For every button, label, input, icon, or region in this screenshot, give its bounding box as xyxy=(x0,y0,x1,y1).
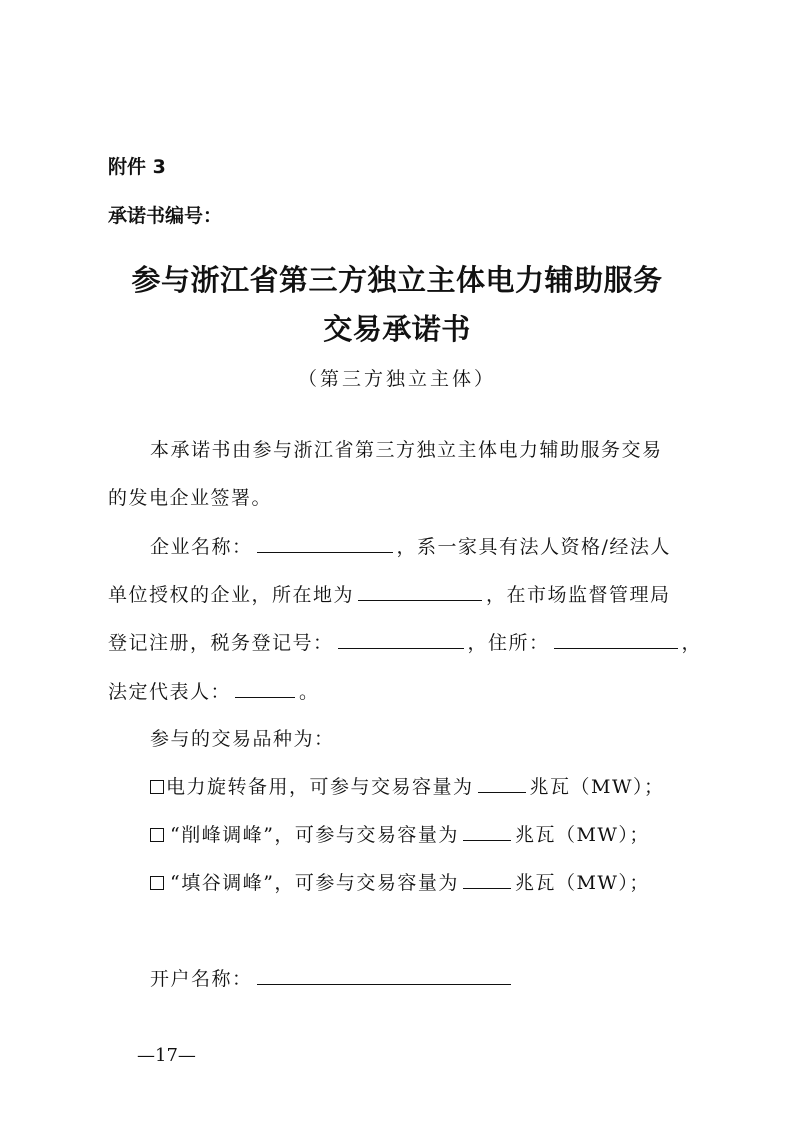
option-unit: 兆瓦（MW）； xyxy=(514,824,650,846)
address-label: ，住所： xyxy=(467,632,550,654)
location-label: 单位授权的企业，所在地为 xyxy=(108,584,355,606)
company-name-suffix: ，系一家具有法人资格/经法人 xyxy=(396,536,671,558)
capacity-blank[interactable] xyxy=(463,870,511,889)
legal-rep-label: 法定代表人： xyxy=(108,681,232,703)
company-name-blank[interactable] xyxy=(257,534,393,553)
page-number: —17— xyxy=(137,1045,196,1066)
capacity-blank[interactable] xyxy=(478,774,526,793)
option-label: 电力旋转备用，可参与交易容量为 xyxy=(166,776,474,798)
option-row-spinning-reserve xyxy=(150,772,665,799)
checkbox-valley-filling[interactable] xyxy=(150,876,164,890)
address-blank[interactable] xyxy=(554,630,678,649)
account-name-blank[interactable] xyxy=(257,966,511,985)
checkbox-spinning-reserve[interactable] xyxy=(150,780,164,794)
tax-number-label: 登记注册，税务登记号： xyxy=(108,632,334,654)
intro-text-line2: 的发电企业签署。 xyxy=(108,487,273,509)
location-blank[interactable] xyxy=(358,582,482,601)
intro-text-line1: 本承诺书由参与浙江省第三方独立主体电力辅助服务交易 xyxy=(150,439,663,461)
option-row-valley-filling xyxy=(150,868,650,895)
option-unit: 兆瓦（MW）； xyxy=(514,872,650,894)
legal-rep-end: 。 xyxy=(299,681,320,703)
company-name-label: 企业名称： xyxy=(150,536,253,558)
document-subtitle: （第三方独立主体） xyxy=(297,368,496,390)
registration-row-end: ， xyxy=(681,632,703,654)
location-suffix: ，在市场监督管理局 xyxy=(486,584,671,606)
option-label: “削峰调峰”，可参与交易容量为 xyxy=(170,824,459,846)
option-row-peak-shaving xyxy=(150,820,650,847)
account-name-label: 开户名称： xyxy=(150,968,253,990)
option-label: “填谷调峰”，可参与交易容量为 xyxy=(170,872,459,894)
option-unit: 兆瓦（MW）； xyxy=(529,776,665,798)
location-row xyxy=(108,580,671,607)
products-label: 参与的交易品种为： xyxy=(150,728,335,750)
tax-number-blank[interactable] xyxy=(338,630,464,649)
checkbox-peak-shaving[interactable] xyxy=(150,828,164,842)
account-name-row xyxy=(150,964,515,991)
registration-row xyxy=(108,628,702,655)
document-title-line1: 参与浙江省第三方独立主体电力辅助服务 xyxy=(131,263,663,297)
attachment-label: 附件 3 xyxy=(108,156,166,178)
document-title-line2: 交易承诺书 xyxy=(323,312,471,346)
commitment-number-label: 承诺书编号： xyxy=(108,205,223,227)
legal-rep-row xyxy=(108,677,320,704)
company-name-row xyxy=(150,532,671,559)
legal-rep-blank[interactable] xyxy=(235,679,295,698)
capacity-blank[interactable] xyxy=(463,822,511,841)
